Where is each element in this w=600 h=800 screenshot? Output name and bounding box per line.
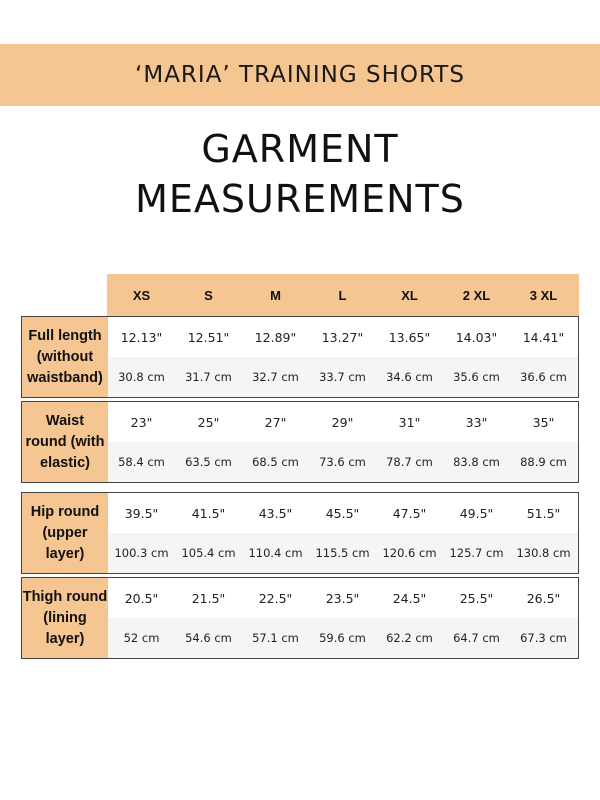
table-cell: 63.5 cm [185,455,232,469]
table-row-inches [108,402,578,442]
table-row-inches [108,317,578,357]
table-cell: 57.1 cm [252,631,299,645]
table-cell: 31.7 cm [185,370,232,384]
table-row-cm [108,357,578,397]
measurement-label: Hip round (upper layer) [22,493,108,573]
size-header-m: M [270,287,281,303]
measurement-group [21,401,579,483]
measurement-label: Waist round (with elastic) [22,402,108,482]
table-cell: 62.2 cm [386,631,433,645]
table-cell: 52 cm [123,631,160,645]
size-header-row [107,274,579,316]
table-cell: 34.6 cm [386,370,433,384]
table-cell: 64.7 cm [453,631,500,645]
table-cell: 32.7 cm [252,370,299,384]
page-title-line-2: MEASUREMENTS [135,177,465,221]
table-cell: 78.7 cm [386,455,433,469]
table-cell: 47.5" [392,505,427,521]
table-cell: 59.6 cm [319,631,366,645]
table-cell: 26.5" [526,590,561,606]
table-cell: 12.51" [187,329,230,345]
table-cell: 33" [465,414,488,430]
table-row-inches [108,493,578,533]
table-cell: 29" [331,414,354,430]
table-cell: 14.41" [522,329,565,345]
title-banner [0,44,600,106]
table-cell: 51.5" [526,505,561,521]
size-header-s: S [204,287,213,303]
table-cell: 120.6 cm [382,546,437,560]
table-cell: 39.5" [124,505,159,521]
table-cell: 13.27" [321,329,364,345]
table-cell: 21.5" [191,590,226,606]
table-cell: 22.5" [258,590,293,606]
table-cell: 115.5 cm [315,546,370,560]
size-header-xs: XS [132,287,151,303]
table-cell: 24.5" [392,590,427,606]
page-title-line-1: GARMENT [201,127,399,171]
page-title [0,124,600,224]
size-header-l: L [338,287,347,303]
table-cell: 67.3 cm [520,631,567,645]
table-cell: 23" [130,414,153,430]
measurement-group [21,492,579,574]
measurement-group [21,316,579,398]
table-cell: 68.5 cm [252,455,299,469]
table-cell: 20.5" [124,590,159,606]
measurement-label: Full length (without waistband) [22,317,108,397]
table-cell: 35" [532,414,555,430]
table-cell: 41.5" [191,505,226,521]
measurement-label: Thigh round (lining layer) [22,578,108,658]
table-cell: 23.5" [325,590,360,606]
size-header-2xl: 2 XL [462,287,491,303]
table-cell: 83.8 cm [453,455,500,469]
table-cell: 54.6 cm [185,631,232,645]
table-row-cm [108,618,578,658]
table-cell: 45.5" [325,505,360,521]
table-row-inches [108,578,578,618]
table-cell: 13.65" [388,329,431,345]
table-cell: 31" [398,414,421,430]
measurement-group [21,577,579,659]
table-row-cm [108,533,578,573]
table-cell: 12.89" [254,329,297,345]
table-cell: 36.6 cm [520,370,567,384]
table-cell: 30.8 cm [118,370,165,384]
table-cell: 14.03" [455,329,498,345]
table-cell: 88.9 cm [520,455,567,469]
size-header-xl: XL [401,287,418,303]
table-cell: 58.4 cm [118,455,165,469]
table-cell: 100.3 cm [114,546,169,560]
table-cell: 12.13" [120,329,163,345]
table-cell: 125.7 cm [449,546,504,560]
table-cell: 110.4 cm [248,546,303,560]
table-row-cm [108,442,578,482]
table-cell: 33.7 cm [319,370,366,384]
table-cell: 25.5" [459,590,494,606]
table-cell: 49.5" [459,505,494,521]
table-cell: 43.5" [258,505,293,521]
table-cell: 35.6 cm [453,370,500,384]
table-cell: 130.8 cm [516,546,571,560]
table-cell: 73.6 cm [319,455,366,469]
table-cell: 25" [197,414,220,430]
size-header-3xl: 3 XL [529,287,558,303]
banner-title: ‘MARIA’ TRAINING SHORTS [135,62,465,88]
table-cell: 27" [264,414,287,430]
table-cell: 105.4 cm [181,546,236,560]
